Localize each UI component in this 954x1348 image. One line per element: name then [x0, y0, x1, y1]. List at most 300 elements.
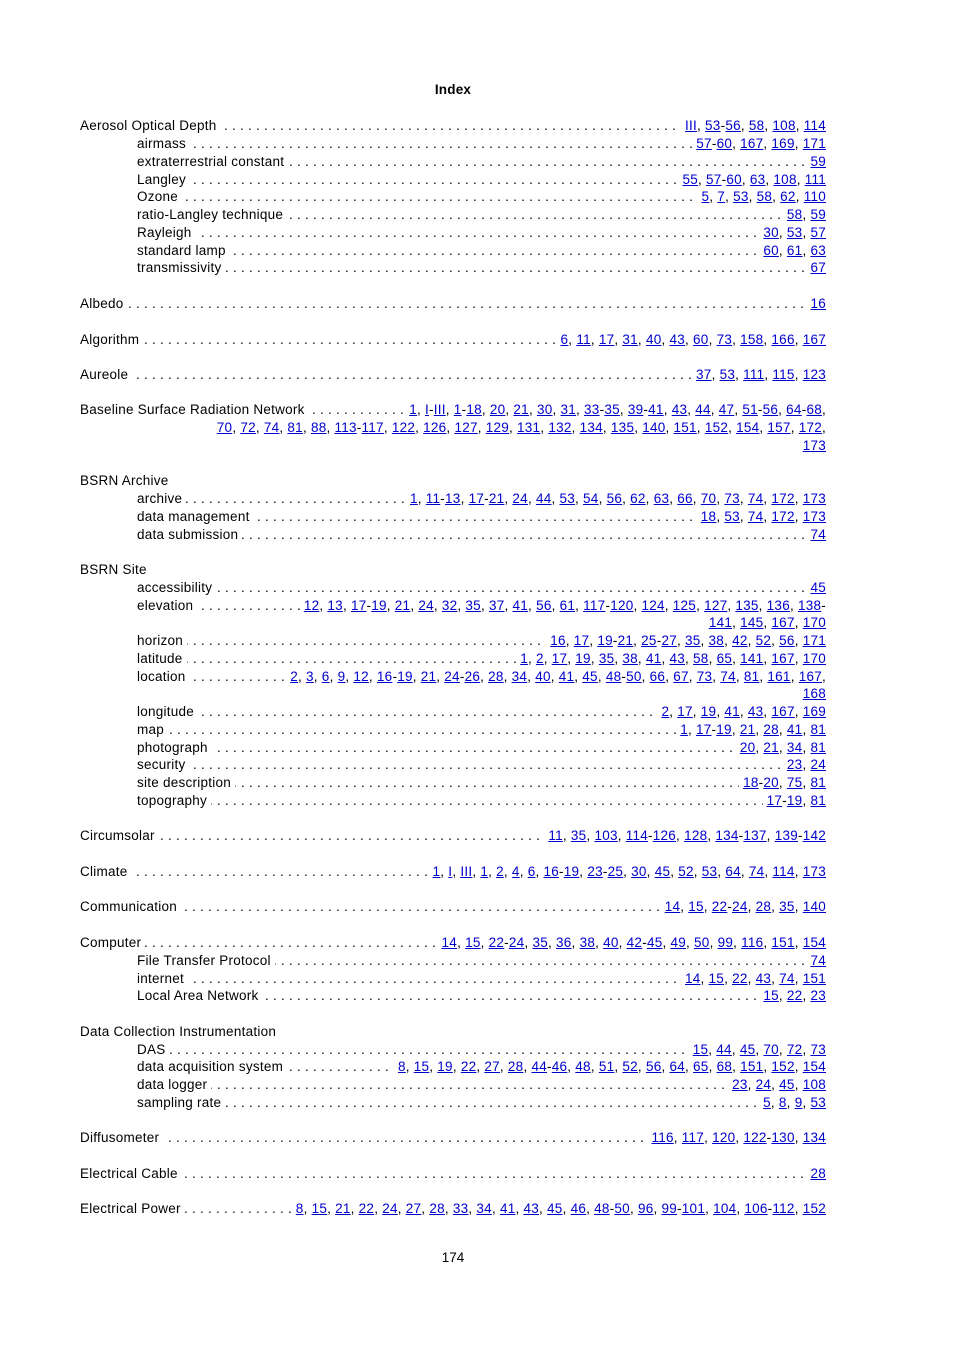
page-link[interactable]: 74 [810, 527, 826, 542]
page-link[interactable]: 41 [786, 722, 803, 737]
page-link[interactable]: 53 [724, 509, 740, 524]
page-link[interactable]: 35 [604, 402, 620, 417]
page-link[interactable]: 19 [786, 793, 803, 808]
page-link[interactable]: 66 [649, 669, 666, 684]
page-link[interactable]: 1 [453, 402, 462, 417]
page-link[interactable]: 58 [756, 189, 773, 204]
page-link[interactable]: 56 [536, 598, 552, 613]
page-link[interactable]: 141 [708, 615, 733, 630]
page-link[interactable]: 56 [779, 633, 795, 648]
page-link[interactable]: 8 [397, 1059, 406, 1074]
page-link[interactable]: 50 [614, 1201, 630, 1216]
page-link[interactable]: 11 [425, 491, 441, 506]
page-link[interactable]: 31 [622, 332, 638, 347]
page-link[interactable]: 18 [466, 402, 482, 417]
page-link[interactable]: 2 [290, 669, 298, 684]
page-link[interactable]: 99 [661, 1201, 678, 1216]
page-link[interactable]: 103 [594, 828, 618, 843]
page-link[interactable]: 17 [696, 722, 712, 737]
page-link[interactable]: 18 [743, 775, 759, 790]
page-link[interactable]: 16 [550, 633, 566, 648]
page-link[interactable]: 70 [763, 1042, 779, 1057]
page-link[interactable]: 73 [724, 491, 740, 506]
page-link[interactable]: 171 [802, 633, 826, 648]
page-link[interactable]: 53 [719, 367, 736, 382]
page-link[interactable]: 22 [711, 899, 728, 914]
page-link[interactable]: 81 [810, 740, 826, 755]
page-link[interactable]: 43 [747, 704, 764, 719]
page-link[interactable]: 161 [767, 669, 791, 684]
page-link[interactable]: 110 [803, 189, 826, 204]
page-link[interactable]: 58 [748, 118, 765, 133]
page-link[interactable]: 43 [755, 971, 772, 986]
page-link[interactable]: 132 [548, 420, 572, 435]
page-link[interactable]: 74 [747, 491, 764, 506]
page-link[interactable]: 53 [701, 864, 718, 879]
page-link[interactable]: 35 [570, 828, 587, 843]
page-link[interactable]: 127 [454, 420, 478, 435]
page-link[interactable]: 128 [684, 828, 708, 843]
page-link[interactable]: I [425, 402, 430, 417]
page-link[interactable]: 120 [712, 1130, 736, 1145]
page-link[interactable]: 19 [597, 633, 613, 648]
page-link[interactable]: 114 [772, 864, 795, 879]
page-link[interactable]: 24 [508, 935, 525, 950]
page-link[interactable]: 58 [786, 207, 803, 222]
page-link[interactable]: 66 [677, 491, 693, 506]
page-link[interactable]: 36 [556, 935, 572, 950]
page-link[interactable]: 30 [763, 225, 779, 240]
page-link[interactable]: 22 [488, 935, 505, 950]
page-link[interactable]: 167 [771, 704, 795, 719]
page-link[interactable]: 19 [575, 651, 591, 666]
page-link[interactable]: 154 [802, 1059, 826, 1074]
page-link[interactable]: 111 [743, 367, 765, 382]
page-link[interactable]: 53 [705, 118, 721, 133]
page-link[interactable]: 21 [394, 598, 411, 613]
page-link[interactable]: 45 [810, 580, 826, 595]
page-link[interactable]: 140 [802, 899, 826, 914]
page-link[interactable]: 96 [637, 1201, 654, 1216]
page-link[interactable]: 8 [778, 1095, 787, 1110]
page-link[interactable]: 17 [677, 704, 693, 719]
page-link[interactable]: 122 [743, 1130, 767, 1145]
page-link[interactable]: 173 [802, 509, 826, 524]
page-link[interactable]: 15 [692, 1042, 709, 1057]
page-link[interactable]: 28 [755, 899, 772, 914]
page-link[interactable]: 60 [693, 332, 709, 347]
page-link[interactable]: 44 [695, 402, 711, 417]
page-link[interactable]: 172 [798, 420, 822, 435]
page-link[interactable]: 28 [810, 1166, 826, 1181]
page-link[interactable]: 4 [511, 864, 520, 879]
page-link[interactable]: 27 [405, 1201, 422, 1216]
page-link[interactable]: 127 [704, 598, 728, 613]
page-link[interactable]: 43 [669, 651, 686, 666]
page-link[interactable]: 108 [773, 172, 797, 187]
page-link[interactable]: 48 [575, 1059, 591, 1074]
page-link[interactable]: 81 [743, 669, 760, 684]
page-link[interactable]: 51 [742, 402, 758, 417]
page-link[interactable]: 50 [626, 669, 642, 684]
page-link[interactable]: 42 [626, 935, 643, 950]
page-link[interactable]: 115 [772, 367, 795, 382]
page-link[interactable]: 20 [739, 740, 756, 755]
page-link[interactable]: 9 [337, 669, 346, 684]
page-link[interactable]: 2 [535, 651, 544, 666]
page-link[interactable]: 172 [771, 491, 795, 506]
page-link[interactable]: 151 [673, 420, 697, 435]
page-link[interactable]: 24 [418, 598, 434, 613]
page-link[interactable]: 88 [310, 420, 327, 435]
page-link[interactable]: 15 [311, 1201, 328, 1216]
page-link[interactable]: 14 [441, 935, 458, 950]
page-link[interactable]: 53 [810, 1095, 826, 1110]
page-link[interactable]: 15 [688, 899, 704, 914]
page-link[interactable]: 108 [772, 118, 796, 133]
page-link[interactable]: 67 [673, 669, 689, 684]
page-link[interactable]: 30 [631, 864, 647, 879]
page-link[interactable]: I [448, 864, 453, 879]
page-link[interactable]: 13 [327, 598, 343, 613]
page-link[interactable]: 123 [802, 367, 826, 382]
page-link[interactable]: 31 [560, 402, 577, 417]
page-link[interactable]: 129 [485, 420, 510, 435]
page-link[interactable]: 49 [670, 935, 687, 950]
page-link[interactable]: 55 [682, 172, 699, 187]
page-link[interactable]: 15 [465, 935, 481, 950]
page-link[interactable]: 18 [700, 509, 717, 524]
page-link[interactable]: 58 [693, 651, 709, 666]
page-link[interactable]: 3 [306, 669, 314, 684]
page-link[interactable]: 56 [762, 402, 779, 417]
page-link[interactable]: 65 [693, 1059, 709, 1074]
page-link[interactable]: 5 [701, 189, 710, 204]
page-link[interactable]: 74 [748, 864, 765, 879]
page-link[interactable]: 62 [630, 491, 646, 506]
page-link[interactable]: 38 [622, 651, 638, 666]
page-link[interactable]: 57 [696, 136, 712, 151]
page-link[interactable]: 64 [725, 864, 741, 879]
page-link[interactable]: 99 [717, 935, 734, 950]
page-link[interactable]: 43 [523, 1201, 540, 1216]
page-link[interactable]: 114 [625, 828, 649, 843]
page-link[interactable]: 117 [681, 1130, 705, 1145]
page-link[interactable]: 59 [810, 207, 826, 222]
page-link[interactable]: 26 [464, 669, 481, 684]
page-link[interactable]: 136 [766, 598, 790, 613]
page-link[interactable]: 74 [810, 953, 826, 968]
page-link[interactable]: 53 [786, 225, 803, 240]
page-link[interactable]: 167 [802, 332, 826, 347]
page-link[interactable]: 23 [587, 864, 603, 879]
page-link[interactable]: 139 [774, 828, 798, 843]
page-link[interactable]: 167 [771, 651, 795, 666]
page-link[interactable]: 15 [708, 971, 725, 986]
page-link[interactable]: 134 [579, 420, 603, 435]
page-link[interactable]: 35 [779, 899, 795, 914]
page-link[interactable]: 145 [740, 615, 764, 630]
page-link[interactable]: 24 [810, 757, 826, 772]
page-link[interactable]: 23 [810, 988, 826, 1003]
page-link[interactable]: 2 [661, 704, 670, 719]
page-link[interactable]: 15 [413, 1059, 430, 1074]
page-link[interactable]: 17 [766, 793, 783, 808]
page-link[interactable]: 34 [786, 740, 803, 755]
page-link[interactable]: 172 [771, 509, 795, 524]
page-link[interactable]: 37 [696, 367, 712, 382]
page-link[interactable]: 137 [743, 828, 767, 843]
page-link[interactable]: 9 [794, 1095, 803, 1110]
page-link[interactable]: 37 [488, 598, 505, 613]
page-link[interactable]: 8 [295, 1201, 304, 1216]
page-link[interactable]: 151 [740, 1059, 764, 1074]
page-link[interactable]: 173 [802, 438, 826, 453]
page-link[interactable]: 126 [652, 828, 677, 843]
page-link[interactable]: 7 [717, 189, 726, 204]
page-link[interactable]: 63 [653, 491, 670, 506]
page-link[interactable]: 70 [700, 491, 717, 506]
page-link[interactable]: 16 [376, 669, 393, 684]
page-link[interactable]: 60 [726, 172, 742, 187]
page-link[interactable]: 22 [460, 1059, 477, 1074]
page-link[interactable]: III [433, 402, 446, 417]
page-link[interactable]: 35 [684, 633, 701, 648]
page-link[interactable]: 53 [559, 491, 576, 506]
page-link[interactable]: 116 [651, 1130, 674, 1145]
page-link[interactable]: 28 [429, 1201, 445, 1216]
page-link[interactable]: 32 [441, 598, 458, 613]
page-link[interactable]: 154 [802, 935, 826, 950]
page-link[interactable]: 117 [361, 420, 384, 435]
page-link[interactable]: 81 [810, 775, 826, 790]
page-link[interactable]: 41 [645, 651, 662, 666]
page-link[interactable]: 35 [532, 935, 548, 950]
page-link[interactable]: 167 [771, 615, 795, 630]
page-link[interactable]: 43 [671, 402, 688, 417]
page-link[interactable]: 81 [810, 722, 826, 737]
page-link[interactable]: 166 [771, 332, 795, 347]
page-link[interactable]: 52 [678, 864, 694, 879]
page-link[interactable]: III [685, 118, 698, 133]
page-link[interactable]: 53 [733, 189, 749, 204]
page-link[interactable]: 40 [645, 332, 662, 347]
page-link[interactable]: 142 [802, 828, 826, 843]
page-link[interactable]: 152 [802, 1201, 826, 1216]
page-link[interactable]: 169 [802, 704, 826, 719]
page-link[interactable]: 28 [763, 722, 779, 737]
page-link[interactable]: 51 [598, 1059, 615, 1074]
page-link[interactable]: 168 [802, 686, 826, 701]
page-link[interactable]: 154 [736, 420, 760, 435]
page-link[interactable]: 20 [489, 402, 506, 417]
page-link[interactable]: 67 [810, 260, 826, 275]
page-link[interactable]: 21 [739, 722, 756, 737]
page-link[interactable]: 19 [716, 722, 732, 737]
page-link[interactable]: 135 [735, 598, 759, 613]
page-link[interactable]: 63 [810, 243, 826, 258]
page-link[interactable]: 44 [531, 1059, 547, 1074]
page-link[interactable]: 12 [303, 598, 320, 613]
page-link[interactable]: 50 [694, 935, 710, 950]
page-link[interactable]: 60 [716, 136, 733, 151]
page-link[interactable]: 45 [739, 1042, 756, 1057]
page-link[interactable]: 134 [715, 828, 739, 843]
page-link[interactable]: 13 [445, 491, 461, 506]
page-link[interactable]: 126 [423, 420, 447, 435]
page-link[interactable]: 63 [749, 172, 766, 187]
page-link[interactable]: 34 [476, 1201, 492, 1216]
page-link[interactable]: 56 [606, 491, 623, 506]
page-link[interactable]: 6 [560, 332, 569, 347]
page-link[interactable]: 24 [382, 1201, 398, 1216]
page-link[interactable]: 19 [437, 1059, 453, 1074]
page-link[interactable]: 44 [716, 1042, 732, 1057]
page-link[interactable]: 45 [654, 864, 671, 879]
page-link[interactable]: 6 [527, 864, 536, 879]
page-link[interactable]: 81 [287, 420, 303, 435]
page-link[interactable]: 134 [802, 1130, 826, 1145]
page-link[interactable]: 104 [713, 1201, 737, 1216]
page-link[interactable]: 28 [507, 1059, 524, 1074]
page-link[interactable]: 60 [763, 243, 779, 258]
page-link[interactable]: 19 [563, 864, 580, 879]
page-link[interactable]: 11 [576, 332, 591, 347]
page-link[interactable]: 65 [716, 651, 733, 666]
page-link[interactable]: 21 [420, 669, 437, 684]
page-link[interactable]: 22 [786, 988, 803, 1003]
page-link[interactable]: 57 [810, 225, 826, 240]
page-link[interactable]: 21 [335, 1201, 351, 1216]
page-link[interactable]: 57 [706, 172, 722, 187]
page-link[interactable]: 173 [802, 491, 826, 506]
page-link[interactable]: 27 [661, 633, 677, 648]
page-link[interactable]: 75 [786, 775, 803, 790]
page-link[interactable]: 20 [763, 775, 779, 790]
page-link[interactable]: 62 [780, 189, 796, 204]
page-link[interactable]: 45 [582, 669, 598, 684]
page-link[interactable]: 17 [551, 651, 568, 666]
page-link[interactable]: 56 [725, 118, 741, 133]
page-link[interactable]: 14 [684, 971, 701, 986]
page-link[interactable]: 108 [802, 1077, 826, 1092]
page-link[interactable]: 16 [810, 296, 826, 311]
page-link[interactable]: 41 [724, 704, 740, 719]
page-link[interactable]: 157 [767, 420, 791, 435]
page-link[interactable]: 141 [740, 651, 764, 666]
page-link[interactable]: 170 [802, 651, 826, 666]
page-link[interactable]: 39 [627, 402, 644, 417]
page-link[interactable]: 19 [397, 669, 413, 684]
page-link[interactable]: 48 [594, 1201, 610, 1216]
page-link[interactable]: 24 [444, 669, 460, 684]
page-link[interactable]: 17 [573, 633, 590, 648]
page-link[interactable]: 1 [432, 864, 441, 879]
page-link[interactable]: 131 [517, 420, 541, 435]
page-link[interactable]: 167 [740, 136, 764, 151]
page-link[interactable]: 138 [797, 598, 822, 613]
page-link[interactable]: 16 [543, 864, 560, 879]
page-link[interactable]: 111 [804, 172, 826, 187]
page-link[interactable]: 45 [547, 1201, 563, 1216]
page-link[interactable]: 74 [779, 971, 795, 986]
page-link[interactable]: 35 [598, 651, 615, 666]
page-link[interactable]: 33 [452, 1201, 469, 1216]
page-link[interactable]: 1 [520, 651, 528, 666]
page-link[interactable]: III [460, 864, 473, 879]
page-link[interactable]: 1 [480, 864, 489, 879]
page-link[interactable]: 35 [465, 598, 481, 613]
page-link[interactable]: 74 [747, 509, 764, 524]
page-link[interactable]: 152 [771, 1059, 795, 1074]
page-link[interactable]: 74 [720, 669, 736, 684]
page-link[interactable]: 125 [672, 598, 697, 613]
page-link[interactable]: 21 [763, 740, 779, 755]
page-link[interactable]: 25 [641, 633, 657, 648]
page-link[interactable]: 101 [681, 1201, 706, 1216]
page-link[interactable]: 19 [700, 704, 717, 719]
page-link[interactable]: 140 [642, 420, 666, 435]
page-link[interactable]: 14 [664, 899, 681, 914]
page-link[interactable]: 19 [371, 598, 387, 613]
page-link[interactable]: 68 [716, 1059, 733, 1074]
page-link[interactable]: 113 [334, 420, 357, 435]
page-link[interactable]: 17 [598, 332, 615, 347]
page-link[interactable]: 81 [810, 793, 826, 808]
page-link[interactable]: 21 [617, 633, 634, 648]
page-link[interactable]: 52 [755, 633, 772, 648]
page-link[interactable]: 40 [603, 935, 619, 950]
page-link[interactable]: 41 [499, 1201, 516, 1216]
page-link[interactable]: 52 [622, 1059, 638, 1074]
page-link[interactable]: 23 [786, 757, 803, 772]
page-link[interactable]: 45 [779, 1077, 795, 1092]
page-link[interactable]: 21 [488, 491, 505, 506]
page-link[interactable]: 73 [810, 1042, 826, 1057]
page-link[interactable]: 46 [551, 1059, 568, 1074]
page-link[interactable]: 173 [802, 864, 826, 879]
page-link[interactable]: 116 [741, 935, 764, 950]
page-link[interactable]: 170 [802, 615, 826, 630]
page-link[interactable]: 38 [579, 935, 596, 950]
page-link[interactable]: 152 [704, 420, 729, 435]
page-link[interactable]: 68 [806, 402, 822, 417]
page-link[interactable]: 130 [771, 1130, 795, 1145]
page-link[interactable]: 151 [802, 971, 826, 986]
page-link[interactable]: 73 [696, 669, 713, 684]
page-link[interactable]: 30 [536, 402, 553, 417]
page-link[interactable]: 6 [321, 669, 330, 684]
page-link[interactable]: 47 [718, 402, 735, 417]
page-link[interactable]: 74 [263, 420, 280, 435]
page-link[interactable]: 22 [358, 1201, 375, 1216]
page-link[interactable]: 64 [786, 402, 802, 417]
page-link[interactable]: 106 [744, 1201, 768, 1216]
page-link[interactable]: 34 [511, 669, 528, 684]
page-link[interactable]: 135 [610, 420, 635, 435]
page-link[interactable]: 122 [391, 420, 416, 435]
page-link[interactable]: 120 [610, 598, 634, 613]
page-link[interactable]: 42 [732, 633, 748, 648]
page-link[interactable]: 72 [786, 1042, 803, 1057]
page-link[interactable]: 38 [708, 633, 725, 648]
page-link[interactable]: 25 [607, 864, 624, 879]
page-link[interactable]: 59 [810, 154, 826, 169]
page-link[interactable]: 2 [496, 864, 504, 879]
page-link[interactable]: 41 [648, 402, 664, 417]
page-link[interactable]: 17 [468, 491, 485, 506]
page-link[interactable]: 33 [584, 402, 600, 417]
